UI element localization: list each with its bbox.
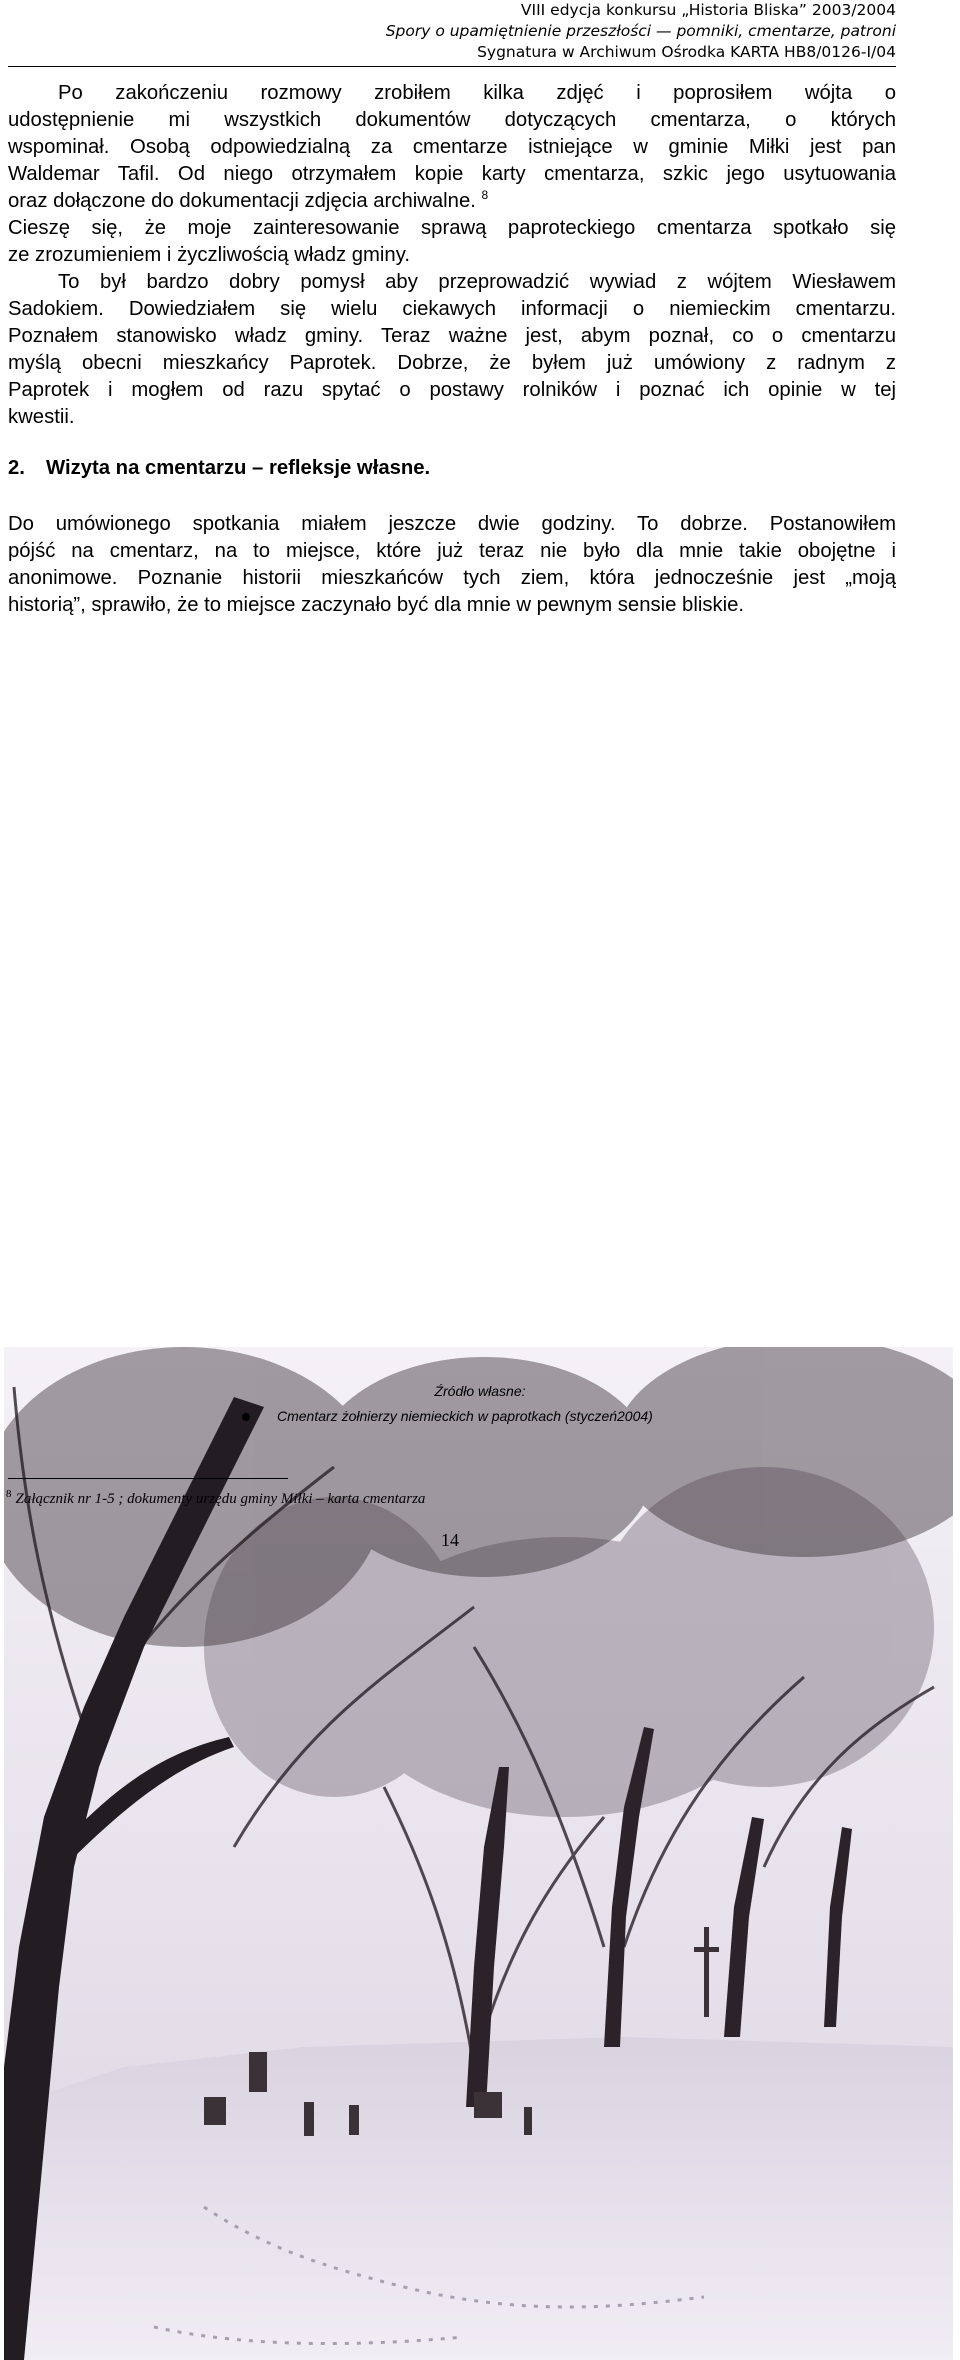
section-heading [8, 457, 430, 480]
text-line: pójść na cmentarz, na to miejsce, które już teraz nie było dla mnie takie obojętne i [8, 540, 896, 562]
text-line: udostępnienie mi wszystkich dokumentów dotyczących cmentarza, o których [8, 109, 896, 131]
text-line: Poznałem stanowisko władz gminy. Teraz ważne jest, abym poznał, co o cmentarzu [8, 325, 896, 347]
text-line: To był bardzo dobry pomysł aby przeprowadzić wywiad z wójtem Wiesławem [58, 271, 896, 293]
header-signature: Sygnatura w Archiwum Ośrodka KARTA HB8/0126-I/04 [477, 43, 896, 61]
text-line: historią”, sprawiło, że to miejsce zaczynało być dla mnie w pewnym sensie bliskie. [8, 594, 745, 616]
footnote-marker: 8 [6, 1488, 12, 1500]
text-line [8, 188, 896, 215]
text-line: myślą obecni mieszkańcy Paprotek. Dobrze, że byłem już umówiony z radnym z [8, 352, 896, 374]
photo-source-caption: Źródło własne: [434, 1383, 526, 1399]
header-topic: Spory o upamiętnienie przeszłości — pomniki, cmentarze, patroni [385, 22, 896, 40]
footnote-separator [8, 1478, 288, 1479]
text-line: Sadokiem. Dowiedziałem się wielu ciekawych informacji o niemieckim cmentarzu. [8, 298, 896, 320]
text-line: Po zakończeniu rozmowy zrobiłem kilka zdjęć i poprosiłem wójta o [58, 82, 896, 104]
text-line: Paprotek i mogłem od razu spytać o postawy rolników i poznać ich opinie w tej [8, 379, 896, 401]
paragraph-interview [8, 80, 896, 431]
footnote [6, 1488, 425, 1508]
text-segment: oraz dołączone do dokumentacji zdjęcia archiwalne. [8, 190, 476, 212]
text-line: wspominał. Osobą odpowiedzialną za cmentarze istniejące w gminie Miłki jest pan [8, 136, 896, 158]
text-line: anonimowe. Poznanie historii mieszkańców tych ziem, która jednocześnie jest „moją [8, 567, 896, 589]
section-title: Wizyta na cmentarzu – refleksje własne. [46, 457, 431, 479]
bullet-icon [242, 1413, 250, 1421]
text-line: Do umówionego spotkania miałem jeszcze dwie godziny. To dobrze. Postanowiłem [8, 513, 896, 535]
footnote-reference[interactable]: 8 [481, 188, 489, 203]
header-contest-title: VIII edycja konkursu „Historia Bliska” 2003/2004 [520, 1, 896, 19]
photo-description-caption: Cmentarz żołnierzy niemieckich w paprotkach (styczeń2004) [277, 1408, 653, 1424]
footnote-text: Załącznik nr 1-5 ; dokumenty urzędu gminy Miłki – karta cmentarza [15, 1491, 426, 1507]
text-line: kwestii. [8, 406, 75, 428]
text-line: ze zrozumieniem i życzliwością władz gminy. [8, 244, 410, 266]
header-rule [8, 66, 896, 67]
section-number: 2. [8, 457, 25, 479]
paragraph-cemetery-visit [8, 511, 896, 619]
text-line: Cieszę się, że moje zainteresowanie sprawą paproteckiego cmentarza spotkało się [8, 217, 896, 239]
text-line: Waldemar Tafil. Od niego otrzymałem kopie karty cmentarza, szkic jego usytuowania [8, 163, 896, 185]
page-number: 14 [441, 1530, 459, 1550]
